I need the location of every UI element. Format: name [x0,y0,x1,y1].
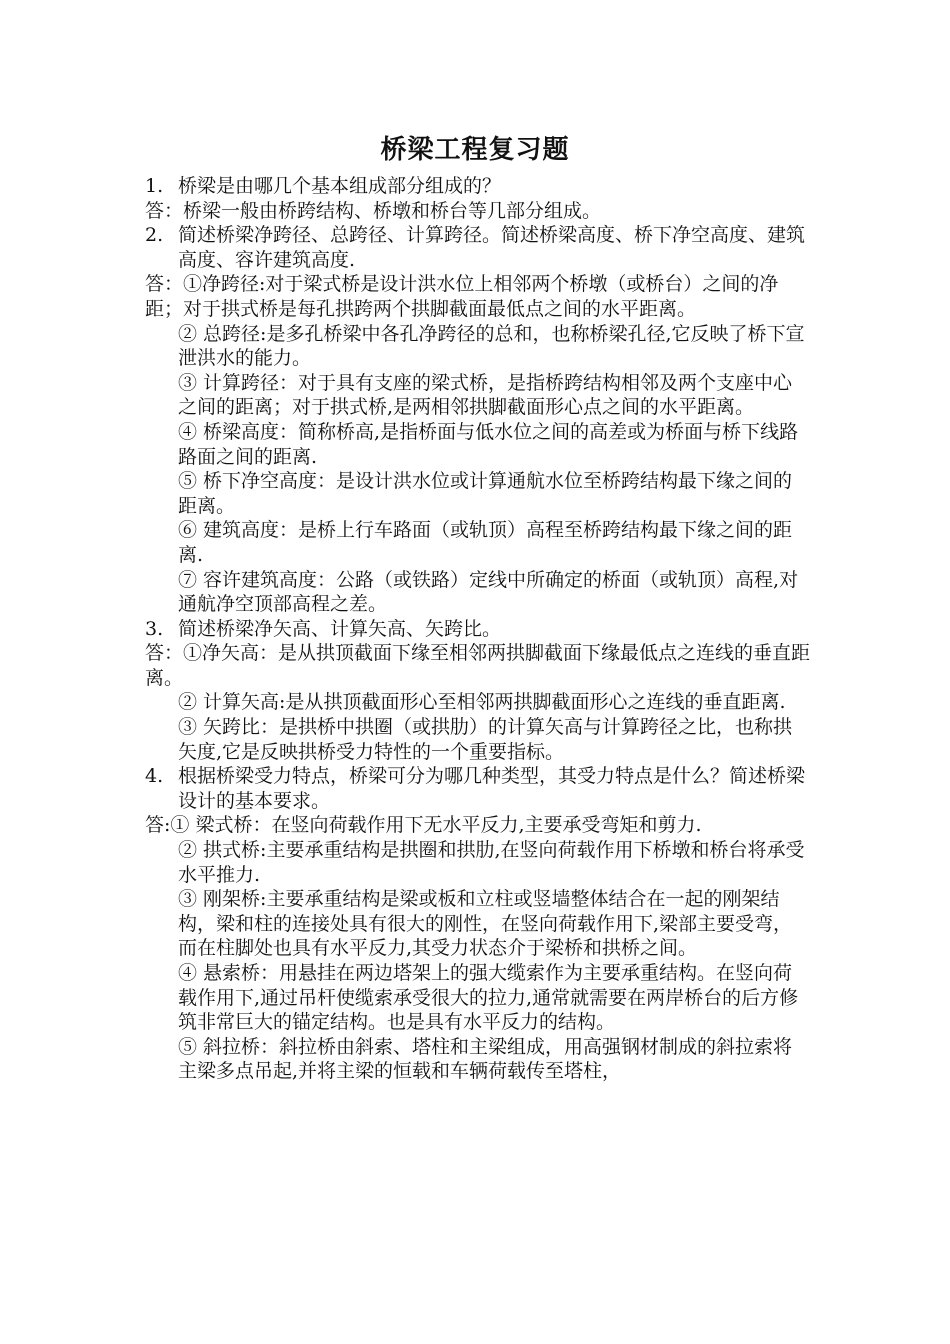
question-number: 1. [145,175,164,197]
question-item [145,764,810,813]
question-item [145,617,810,642]
question-text: 简述桥梁净矢高、计算矢高、矢跨比。 [178,617,502,640]
question-number: 2. [145,224,164,247]
question-number: 3. [145,617,164,640]
answer-subitem: ⑤ 桥下净空高度：是设计洪水位或计算通航水位至桥跨结构最下缘之间的距离。 [178,470,793,517]
answer-subitem: ④ 桥梁高度：简称桥高,是指桥面与低水位之间的高差或为桥面与桥下线路路面之间的距离. [178,420,799,468]
question-item [145,223,810,272]
answer-subitem: ② 计算矢高:是从拱顶截面形心至相邻两拱脚截面形心之连线的垂直距离. [178,691,786,714]
answer-subitem: ③ 矢跨比：是拱桥中拱圈（或拱肋）的计算矢高与计算跨径之比，也称拱矢度,它是反映拱桥受力特性的一个重要指标。 [178,716,793,763]
answer-subitem: ⑦ 容许建筑高度：公路（或铁路）定线中所确定的桥面（或轨顶）高程,对通航净空顶部高程之差。 [178,568,799,616]
answer-subitem: ② 总跨径:是多孔桥梁中各孔净跨径的总和，也称桥梁孔径,它反映了桥下宣泄洪水的能力。 [178,322,805,370]
answer-subitem: ③ 计算跨径：对于具有支座的梁式桥，是指桥跨结构相邻及两个支座中心之间的距离；对于拱式桥,是两相邻拱脚截面形心点之间的水平距离。 [178,371,793,419]
answer-subitem: ③ 刚架桥:主要承重结构是梁或板和立柱或竖墙整体结合在一起的刚架结构，梁和柱的连接处具有很大的刚性，在竖向荷载作用下,梁部主要受弯，而在柱脚处也具有水平反力,其受力状态介于梁桥和拱桥之间。 [178,888,793,960]
answer-paragraph: 答：①净跨径:对于梁式桥是设计洪水位上相邻两个桥墩（或桥台）之间的净距；对于拱式桥是每孔拱跨两个拱脚截面最低点之间的水平距离。 [145,273,779,320]
question-text: 根据桥梁受力特点，桥梁可分为哪几种类型，其受力特点是什么？简述桥梁设计的基本要求。 [178,765,806,812]
document-title: 桥梁工程复习题 [380,135,570,165]
answer-subitem: ⑤ 斜拉桥：斜拉桥由斜索、塔柱和主梁组成，用高强钢材制成的斜拉索将主梁多点吊起,并将主梁的恒载和车辆荷载传至塔柱， [178,1035,793,1083]
question-text: 桥梁是由哪几个基本组成部分组成的？ [178,175,502,197]
answer-subitem: ② 拱式桥:主要承重结构是拱圈和拱肋,在竖向荷载作用下桥墩和桥台将承受水平推力. [178,839,805,886]
answer-subitem: ④ 悬索桥：用悬挂在两边塔架上的强大缆索作为主要承重结构。在竖向荷载作用下,通过吊杆使缆索承受很大的拉力,通常就需要在两岸桥台的后方修筑非常巨大的锚定结构。也是具有水平反力的结构。 [178,962,799,1034]
answer-paragraph: 答：桥梁一般由桥跨结构、桥墩和桥台等几部分组成。 [145,199,602,222]
answer-subitem: ⑥ 建筑高度：是桥上行车路面（或轨顶）高程至桥跨结构最下缘之间的距离. [178,519,793,566]
question-text: 简述桥梁净跨径、总跨径、计算跨径。简述桥梁高度、桥下净空高度、建筑高度、容许建筑高度. [178,224,806,271]
answer-paragraph: 答：①净矢高：是从拱顶截面下缘至相邻两拱脚截面下缘最低点之连线的垂直距离。 [145,642,811,689]
question-item [145,174,810,199]
answer-paragraph: 答:① 梁式桥：在竖向荷载作用下无水平反力,主要承受弯矩和剪力. [145,814,702,837]
document-body [145,174,810,1084]
question-number: 4. [145,765,164,788]
